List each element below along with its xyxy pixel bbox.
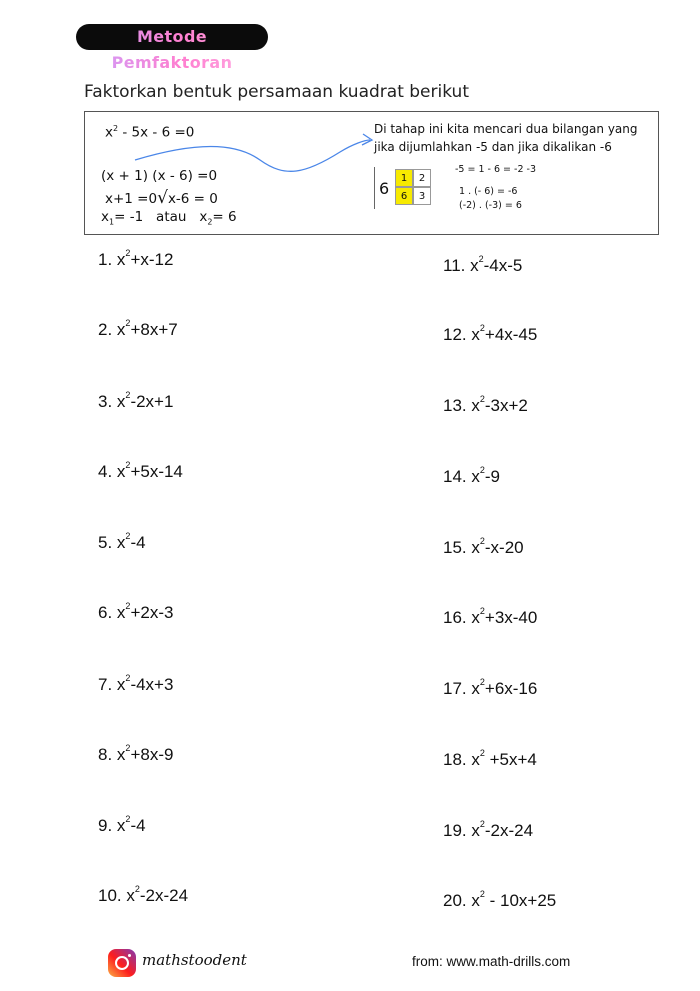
problem-item: 1. $x^2+x-12$ xyxy=(98,248,174,269)
note-line-1: Di tahap ini kita mencari dua bilangan yang xyxy=(374,122,638,136)
problem-item: 11. $x^2-4x-5$ xyxy=(443,254,523,275)
grid-cell: 2 xyxy=(413,169,431,187)
instagram-icon xyxy=(108,949,136,977)
problem-item: 14. $x^2-9$ xyxy=(443,465,501,486)
grid-cell: 3 xyxy=(413,187,431,205)
factor-grid xyxy=(374,167,437,209)
note-line-2: jika dijumlahkan -5 dan jika dikalikan -6 xyxy=(374,140,612,154)
example-roots: x+1 =0√x-6 = 0 xyxy=(105,188,218,208)
header-title: Metode Pemfaktoran xyxy=(76,24,268,76)
header-title-badge xyxy=(76,24,268,72)
footer-handle: mathstoodent xyxy=(142,951,247,969)
problem-item: 20. $x^2 - 10x+25$ xyxy=(443,889,557,910)
problem-item: 6. $x^2+2x-3$ xyxy=(98,601,174,622)
problem-item: 19. $x^2-2x-24$ xyxy=(443,819,534,840)
grid-product-value: 6 xyxy=(379,179,390,198)
instruction-text: Faktorkan bentuk persamaan kuadrat berikut xyxy=(84,82,469,102)
example-equation: $x^2 - 5x - 6 =0$ xyxy=(105,124,195,141)
product-note-1: 1 . (- 6) = -6 xyxy=(459,186,518,197)
sum-note: -5 = 1 - 6 = -2 -3 xyxy=(455,164,536,175)
problem-item: 8. $x^2+8x-9$ xyxy=(98,743,174,764)
worked-example-box xyxy=(84,111,659,235)
problem-item: 3. $x^2-2x+1$ xyxy=(98,390,174,411)
problem-item: 16. $x^2+3x-40$ xyxy=(443,606,538,627)
problem-item: 13. $x^2-3x+2$ xyxy=(443,394,528,415)
grid-cell: 1 xyxy=(395,169,413,187)
footer-source: from: www.math-drills.com xyxy=(412,954,571,969)
problem-item: 12. $x^2+4x-45$ xyxy=(443,323,538,344)
problem-item: 5. $x^2-4$ xyxy=(98,531,146,552)
problem-item: 15. $x^2-x-20$ xyxy=(443,536,524,557)
problem-item: 9. $x^2-4$ xyxy=(98,814,146,835)
problem-item: 2. $x^2+8x+7$ xyxy=(98,318,178,339)
problem-item: 4. $x^2+5x-14$ xyxy=(98,460,183,481)
problem-item: 17. $x^2+6x-16$ xyxy=(443,677,538,698)
grid-cell: 6 xyxy=(395,187,413,205)
example-solution: $x_1= -1$ atau $x_2= 6$ xyxy=(101,209,237,227)
problem-item: 18. $x^2 +5x+4$ xyxy=(443,748,537,769)
product-note-2: (-2) . (-3) = 6 xyxy=(459,200,522,211)
problem-item: 7. $x^2-4x+3$ xyxy=(98,673,174,694)
problem-item: 10. $x^2-2x-24$ xyxy=(98,884,189,905)
example-factored: (x + 1) (x - 6) =0 xyxy=(101,168,218,184)
